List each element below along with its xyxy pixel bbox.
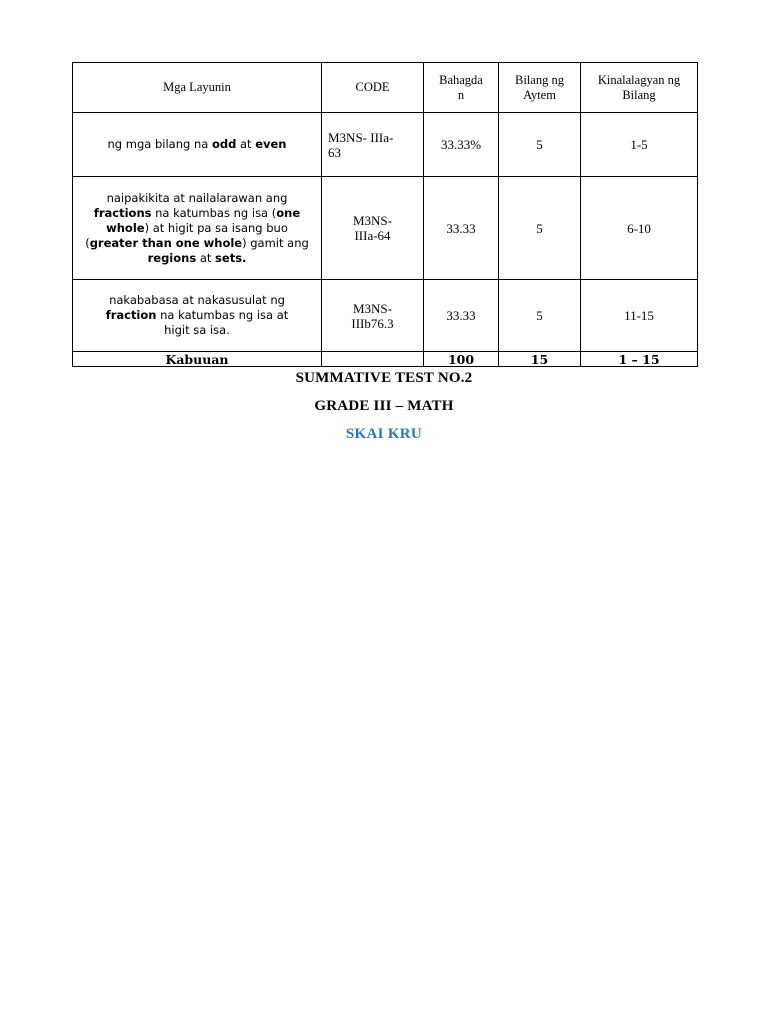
header-items-line2: Aytem <box>523 87 556 102</box>
table-row <box>73 177 698 280</box>
objective-text: ) at higit pa sa isang buo <box>144 220 288 235</box>
placement-cell: 6-10 <box>581 177 698 280</box>
objective-keyword: even <box>255 137 287 151</box>
percent-cell: 33.33% <box>424 113 499 177</box>
grade-subject: GRADE III – MATH <box>314 398 454 414</box>
header-placement-line2: Bilang <box>622 87 656 102</box>
items-cell: 5 <box>499 280 581 352</box>
objective-keyword: odd <box>211 137 237 151</box>
objective-keyword: sets. <box>215 250 247 265</box>
objective-text: at <box>236 137 256 151</box>
objective-keyword: fraction <box>105 308 157 322</box>
objective-cell <box>73 280 322 352</box>
objective-text: na katumbas ng isa at <box>156 308 289 322</box>
items-cell: 5 <box>499 177 581 280</box>
code-line2: 63 <box>328 144 341 160</box>
objective-text: higit sa isa. <box>164 323 230 337</box>
total-label: Kabuuan <box>73 352 322 367</box>
objective-cell <box>73 177 322 280</box>
objective-keyword: regions <box>147 250 197 265</box>
objective-keyword: greater than one whole <box>89 235 243 250</box>
total-placement: 1 – 15 <box>581 352 698 367</box>
header-percent-line2: n <box>457 87 465 102</box>
test-title: SUMMATIVE TEST NO.2 <box>295 370 473 386</box>
objective-text: nakababasa at nakasusulat ng <box>109 293 285 307</box>
table-header-row <box>73 63 698 113</box>
code-line2: IIIa-64 <box>354 228 391 243</box>
code-cell <box>322 177 424 280</box>
header-objectives: Mga Layunin <box>73 63 322 113</box>
table-total-row <box>73 352 698 367</box>
code-cell <box>322 113 424 177</box>
code-line2: IIIb76.3 <box>351 315 394 331</box>
percent-cell: 33.33 <box>424 177 499 280</box>
header-items-line1: Bilang ng <box>515 72 564 87</box>
total-items: 15 <box>499 352 581 367</box>
objective-text: naipakikita at nailalarawan ang <box>106 190 288 205</box>
items-cell: 5 <box>499 113 581 177</box>
code-line1: M3NS- IIIa- <box>328 129 394 145</box>
table-row <box>73 113 698 177</box>
header-code: CODE <box>322 63 424 113</box>
author-name: SKAI KRU <box>345 426 423 442</box>
table-row <box>73 280 698 352</box>
header-percent <box>424 63 499 113</box>
total-code <box>322 352 424 367</box>
objective-cell <box>73 113 322 177</box>
header-placement-line1: Kinalalagyan ng <box>597 72 681 87</box>
percent-cell: 33.33 <box>424 280 499 352</box>
objective-text: ng mga bilang na <box>107 137 212 151</box>
table-of-specifications <box>72 62 698 367</box>
placement-cell: 1-5 <box>581 113 698 177</box>
header-percent-line1: Bahagda <box>439 72 483 87</box>
objective-text: ( <box>85 235 90 250</box>
header-items <box>499 63 581 113</box>
total-percent: 100 <box>424 352 499 367</box>
placement-cell: 11-15 <box>581 280 698 352</box>
code-cell <box>322 280 424 352</box>
code-line1: M3NS- <box>352 300 392 316</box>
objective-text: ) gamit ang <box>242 235 309 250</box>
objective-keyword: whole <box>106 220 145 235</box>
objective-keyword: one <box>276 205 301 220</box>
code-line1: M3NS- <box>352 213 392 228</box>
objective-text: at <box>196 250 216 265</box>
header-placement <box>581 63 698 113</box>
objective-keyword: fractions <box>93 205 152 220</box>
objective-text: na katumbas ng isa ( <box>151 205 277 220</box>
